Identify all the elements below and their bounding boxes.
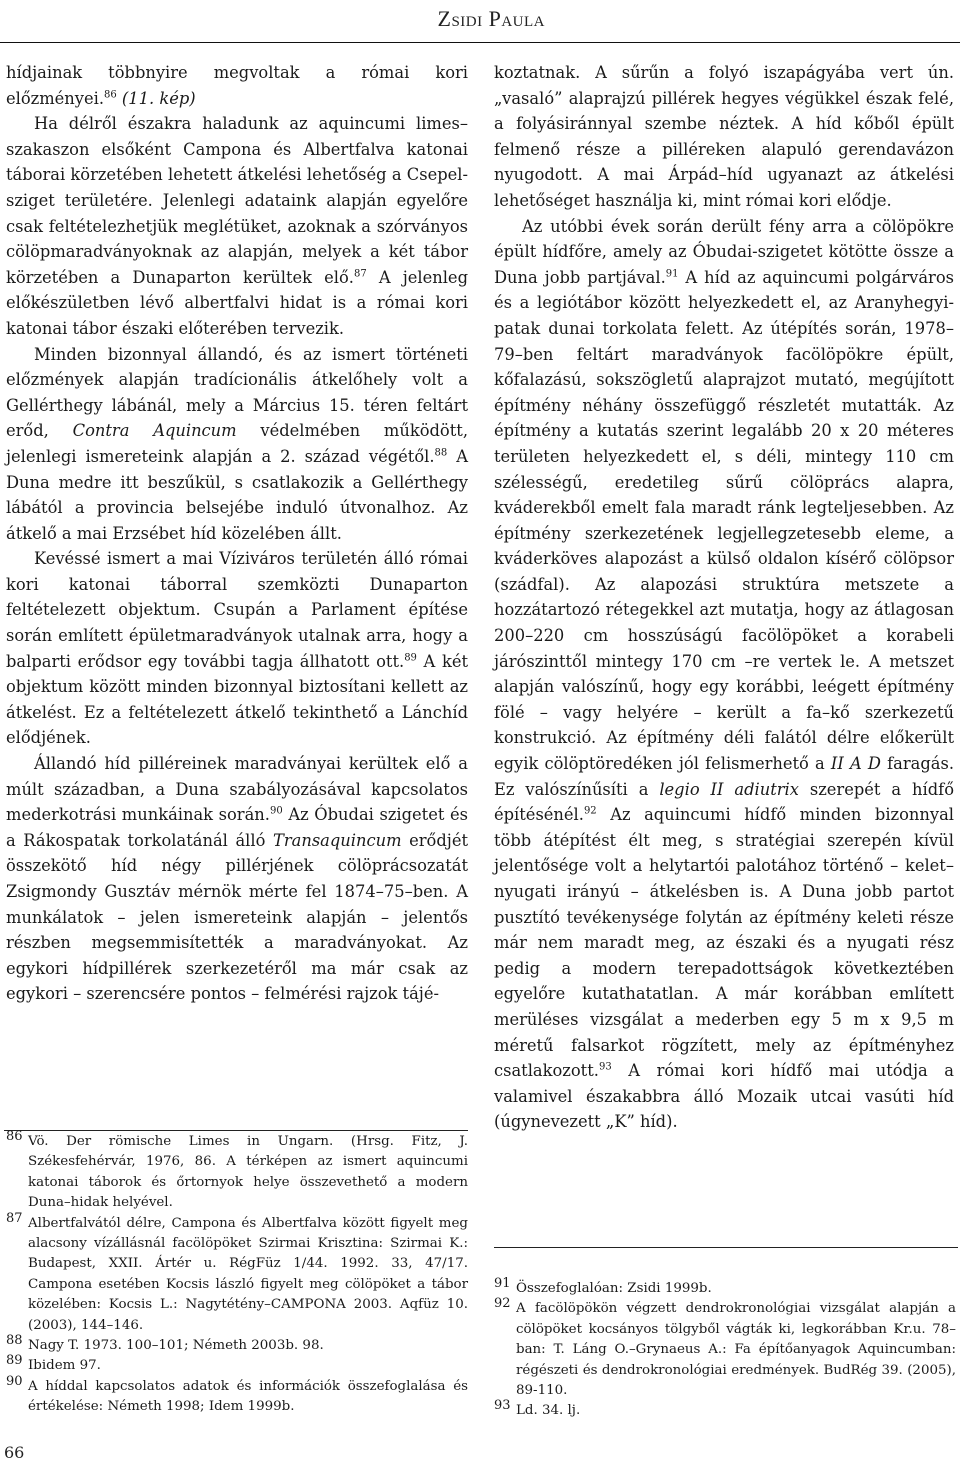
footnote-ref: 90 — [269, 805, 283, 817]
paragraph-text: Az aquincumi hídfő minden bizonnyal több átépítést élt meg, s stratégiai szerepén kívül jelentősége volt a helytartói palotához történő – kelet– nyugati irányú – átkelésben is. A Duna jobb partot pusztító tevékenysége folytán az építmény keleti része már nem maradt meg, az északi és a nyugati rész pedig a modern terepadottságok következtében egyelőre kutathatatlan. A már korábban említett merüléses vizsgálat a mederben egy 5 m x 9,5 m méretű falsarkot rögzített, mely az építményhez csatlakozott. — [494, 805, 954, 1081]
footnote-number: 86 — [6, 1129, 23, 1144]
footnote-ref: 91 — [665, 268, 679, 280]
footnote-number: 89 — [6, 1353, 23, 1369]
footnote-text: A facölöpökön végzett dendrokronológiai vizsgálat alapján a cölöpöket kocsányos tölgyből vágták ki, legkorábban Kr.u. 78–ban: T. Láng O.–Grynaeus A.: Fa építőanyagok Aquincumban: régészeti és dendrokronológiai eredmények. BudRég 39. (2005), 89-110. — [516, 1301, 956, 1399]
footnote — [6, 1373, 468, 1418]
footnote-ref: 86 — [104, 89, 117, 101]
footnote-divider — [4, 1130, 468, 1131]
italic-term: II A D — [830, 754, 881, 774]
italic-term: Contra Aquincum — [72, 421, 237, 441]
footnotes-right — [494, 1276, 956, 1422]
footnote-ref: 92 — [583, 805, 597, 817]
paragraph — [6, 546, 468, 751]
footnote-text: Összefoglalóan: Zsidi 1999b. — [516, 1281, 712, 1296]
right-column — [494, 60, 954, 1135]
paragraph-text: Az Óbudai szigetet és a Rákospatak torkolatánál álló — [6, 805, 468, 850]
paragraph-text: A híd az aquincumi polgárváros és a legiótábor között helyezkedett el, az Aranyhegyi-patak dunai torkolata felett. Az útépítés során, 1978–79–ben feltárt maradványok facölöpökre épült, kőfalazású, sokszögletű alaprajzot mutató, megújított építmény néhány összefüggő részletét mutatták. Az építmény a kutatás szerint legalább 20 x 20 méteres területen helyezkedett el, s déli, mintegy 110 cm szélességű, eredetileg sűrű cölöprács alapra, kváderekből emelt fala maradt ránk legteljesebben. Az építmény szerkezetének legjellegzetesebb eleme, a kváderköves alapozást a külső oldalon kísérő cölöpsor (szádfal). Az alapozási struktúra metszete a hozzátartozó rétegekkel azt mutatja, hogy az átlagosan 200–220 cm hosszúságú facölöpöket a korabeli járószinttől mintegy 170 cm –re vertek le. A metszet alapján valószínű, hogy egy korábbi, leégett építmény fölé – vagy helyére – került a fa–kő szerkezetű konstrukció. Az építmény déli falától délre előkerült egyik cölöptöredéken jól felismerhető a — [494, 267, 954, 774]
footnote — [494, 1296, 956, 1401]
paragraph-text: koztatnak. A sűrűn a folyó iszapágyába vert ún. „vasaló” alaprajzú pillérek hegyes végükkel észak felé, a folyásiránnyal szembe néztek. A híd kőből épült felmenő része a pilléreken alapuló gerendavázon nyugodott. A mai Árpád–híd ugyanazt az átkelési lehetőséget használja ki, mint római kori elődje. — [494, 63, 954, 210]
paragraph-text: faragás. Ez valószínűsíti a — [494, 754, 954, 799]
footnote — [494, 1276, 956, 1299]
paragraph — [494, 60, 954, 214]
paragraph-text: erődjét összekötő híd négy pillérjének cölöprácsozatát Zsigmondy Gusztáv mérnök mérte fel 1874–75–ben. A munkálatok – jelen ismereteink alapján – jelentős részben megsemmisítették a maradványokat. Az egykori hídpillérek szerkezetéről ma már csak az egykori – szerencsére pontos – felmérési rajzok tájé- — [6, 830, 468, 1004]
paragraph-text: Minden bizonnyal állandó, és az ismert történeti előzmények alapján tradícionális átkelőhely volt a Gellérthegy lábánál, mely a Március 15. téren feltárt erőd, — [6, 344, 468, 441]
paragraph-text: Ha délről északra haladunk az aquincumi limes–szakaszon elsőként Campona és Albertfalva katonai táborai körzetében lehetett átkelési lehetőség a Csepel-sziget területére. Jelenlegi adataink alapján egyelőre csak feltételezhetjük meglétüket, azoknak a szórványos cölöpmaradványoknak az alapján, melyek a két tábor körzetében a Dunaparton kerültek elő. — [6, 114, 468, 287]
figure-ref: (11. kép) — [116, 88, 196, 108]
footnote — [6, 1333, 468, 1356]
footnote — [494, 1398, 956, 1421]
paragraph — [6, 751, 468, 1007]
paragraph — [6, 111, 468, 341]
paragraph-text: Kevéssé ismert a mai Víziváros területén álló római kori katonai táborral szemközti Dunaparton feltételezett objektum. Csupán a Parlament építése során említett épületmaradványok utalnak arra, hogy a balparti erődsor egy további tagja állhatott ott. — [6, 549, 468, 671]
paragraph-text: Az utóbbi évek során derült fény arra a cölöpökre épült hídfőre, amely az Óbudai-szigetet kötötte össze a Duna jobb partjával. — [494, 216, 954, 287]
paragraph-text: A Duna medre itt beszűkül, s csatlakozik a Gellérthegy lábától a provincia belsejébe induló útvonalhoz. Az átkelő a mai Erzsébet híd közelében állt. — [6, 446, 468, 543]
footnote-ref: 89 — [404, 652, 417, 664]
paragraph-text: védelmében működött, jelenlegi ismereteink alapján a 2. század végétől. — [6, 421, 468, 466]
footnote-text: Ibidem 97. — [28, 1358, 101, 1374]
paragraph — [494, 214, 954, 1135]
paragraph — [6, 342, 468, 547]
footnote-number: 88 — [6, 1333, 23, 1349]
footnote-text: A híddal kapcsolatos adatok és információk összefoglalása és értékelése: Németh 1998; Idem 1999b. — [28, 1378, 468, 1415]
paragraph-text: A római kori hídfő mai utódja a valamivel északabbra álló Mozaik utcai vasúti híd (úgynevezett „K” híd). — [494, 1061, 954, 1132]
paragraph-text: A jelenleg előkészületben lévő albertfalvi hidat is a római kori katonai tábor északi előterében tervezik. — [6, 267, 468, 338]
paragraph-text: szerepét a hídfő építésénél. — [494, 779, 954, 825]
footnote-ref: 87 — [353, 268, 367, 280]
running-header: Zsidi Paula — [437, 6, 545, 31]
footnote — [6, 1129, 468, 1214]
footnote-number: 93 — [494, 1398, 511, 1414]
footnote-number: 91 — [494, 1276, 511, 1291]
paragraph-text: hídjainak többnyire megvoltak a római kori előzményei. — [6, 63, 468, 108]
footnote-number: 90 — [6, 1373, 23, 1389]
footnote-text: Nagy T. 1973. 100–101; Németh 2003b. 98. — [28, 1338, 324, 1354]
footnote-divider — [494, 1247, 958, 1248]
footnote — [6, 1353, 468, 1376]
italic-term: legio II adiutrix — [659, 779, 799, 799]
paragraph-text: A két objektum között minden bizonnyal biztosítani kellett az átkelést. Ez a feltételezett átkelő tekinthető a Lánchíd elődjének. — [6, 651, 468, 748]
paragraph-text: Állandó híd pilléreinek maradványai kerültek elő a múlt században, a Duna szabályozásával kapcsolatos mederkotrási munkáinak során. — [6, 754, 468, 825]
footnote-number: 92 — [494, 1296, 511, 1312]
paragraph — [6, 60, 468, 111]
italic-term: Transaquincum — [272, 830, 402, 850]
footnote-number: 87 — [6, 1210, 23, 1226]
footnote-ref: 93 — [598, 1061, 612, 1073]
header-rule — [0, 42, 960, 43]
footnotes-left — [6, 1129, 468, 1418]
footnote-text: Vö. Der römische Limes in Ungarn. (Hrsg. Fitz, J. Székesfehérvár, 1976, 86. A térképen az ismert aquincumi katonai táborok és őrtornyok helye összevethető a modern Duna–hidak helyével. — [28, 1134, 468, 1211]
footnote — [6, 1210, 468, 1336]
footnote-text: Ld. 34. lj. — [516, 1403, 581, 1419]
left-column — [6, 60, 468, 1007]
page-number: 66 — [4, 1443, 25, 1462]
footnote-text: Albertfalvától délre, Campona és Albertfalva között figyelt meg alacsony vízállásnál facölöpöket Szirmai Krisztina: Szirmai K.: Budapest, XXII. Ártér u. RégFüz 1/44. 1992. 33, 47/17. Campona esetében Kocsis lászló figyelt meg cölöpöket a tábor közelében: Kocsis L.: Nagytétény–CAMPONA 2003. Aqfüz 10. (2003), 144–146. — [28, 1215, 468, 1333]
footnote-ref: 88 — [434, 447, 448, 459]
